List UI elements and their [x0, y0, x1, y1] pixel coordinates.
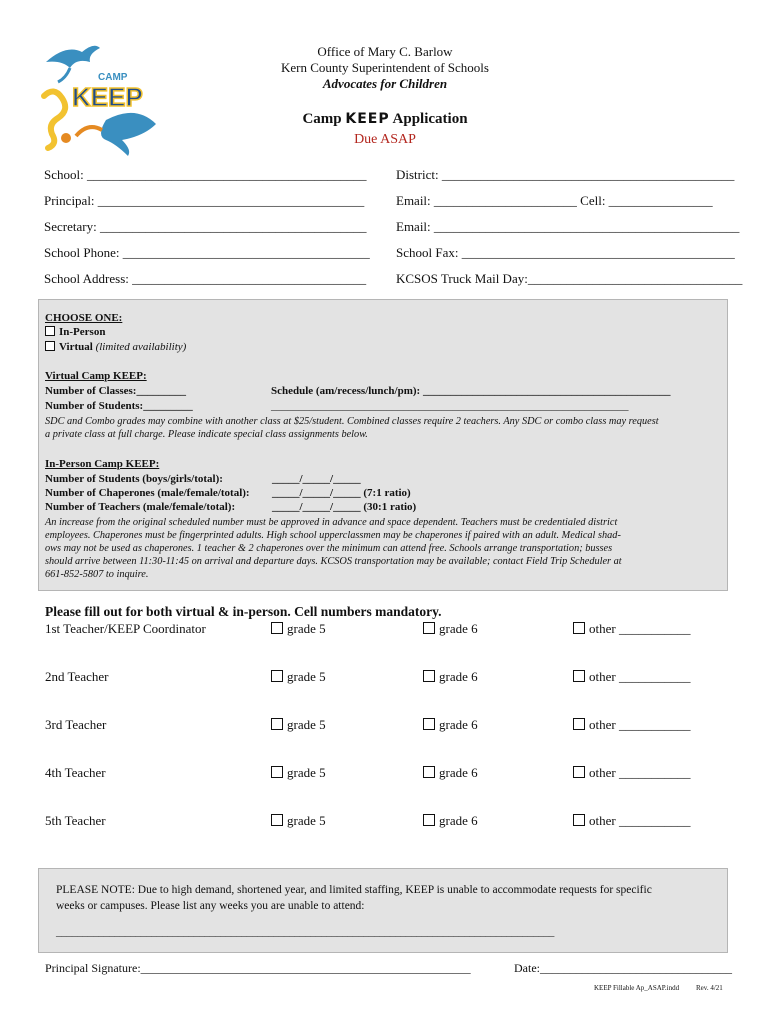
teacher-row-3-other[interactable]: other ___________	[573, 717, 690, 733]
email-cell-field[interactable]: Email: ______________________ Cell: ________________	[396, 193, 713, 208]
footer-revision: Rev. 4/21	[696, 984, 723, 992]
district-field[interactable]: District: _____________________________________________	[396, 167, 735, 182]
checkbox-icon[interactable]	[271, 814, 283, 826]
checkbox-icon[interactable]	[423, 814, 435, 826]
teacher-row-4-grade6[interactable]: grade 6	[423, 765, 478, 781]
virtual-schedule-field[interactable]: Schedule (am/recess/lunch/pm): _____________________________________________	[271, 385, 671, 397]
teacher-row-5-grade6[interactable]: grade 6	[423, 813, 478, 829]
teacher-row-5-grade5[interactable]: grade 5	[271, 813, 326, 829]
teacher-row-5-other[interactable]: other ___________	[573, 813, 690, 829]
teacher-row-1-other[interactable]: other ___________	[573, 621, 690, 637]
logo-keep-text: KEEP	[72, 82, 143, 112]
inperson-students-label: Number of Students (boys/girls/total):	[45, 473, 223, 485]
teacher-row-1-grade6[interactable]: grade 6	[423, 621, 478, 637]
inperson-note-line1: An increase from the original scheduled number must be approved in advance and space dependent. Teachers must be credentialed district	[45, 517, 618, 528]
teacher-row-2-grade6[interactable]: grade 6	[423, 669, 478, 685]
inperson-teachers-field[interactable]: _____/_____/_____ (30:1 ratio)	[272, 501, 417, 513]
secretary-email-field[interactable]: Email: _______________________________________________	[396, 219, 740, 234]
unavailable-weeks-field[interactable]: ______________________________________________________________________________________________	[56, 926, 555, 938]
in-person-checkbox[interactable]	[45, 326, 55, 336]
inperson-note-line5: 661-852-5807 to inquire.	[45, 569, 149, 580]
inperson-students-field[interactable]: _____/_____/_____	[272, 473, 361, 485]
virtual-checkbox[interactable]	[45, 341, 55, 351]
virtual-option[interactable]: Virtual (limited availability)	[45, 340, 186, 354]
virtual-schedule-line2[interactable]: _________________________________________________________________	[271, 400, 629, 412]
inperson-note-line4: should arrive between 11:30-11:45 on arrival and departure days. KCSOS transportation may be available; contact Field Trip Scheduler at	[45, 556, 622, 567]
teacher-row-1-label: 1st Teacher/KEEP Coordinator	[45, 621, 206, 636]
teacher-section-heading: Please fill out for both virtual & in-person. Cell numbers mandatory.	[45, 604, 442, 619]
please-note-line2: weeks or campuses. Please list any weeks you are unable to attend:	[56, 900, 365, 912]
teacher-row-3-grade6[interactable]: grade 6	[423, 717, 478, 733]
teacher-row-2-label: 2nd Teacher	[45, 669, 109, 684]
virtual-note-line2: a private class at full charge. Please indicate special class assignments below.	[45, 429, 368, 440]
inperson-teachers-label: Number of Teachers (male/female/total):	[45, 501, 236, 513]
logo-camp-text: CAMP	[98, 72, 128, 83]
choose-heading: CHOOSE ONE:	[45, 312, 123, 324]
teacher-row-1-grade5[interactable]: grade 5	[271, 621, 326, 637]
school-fax-field[interactable]: School Fax: __________________________________________	[396, 245, 735, 260]
teacher-row-2-grade5[interactable]: grade 5	[271, 669, 326, 685]
in-person-option[interactable]: In-Person	[45, 325, 105, 339]
due-date: Due ASAP	[354, 132, 416, 147]
checkbox-icon[interactable]	[423, 718, 435, 730]
checkbox-icon[interactable]	[573, 766, 585, 778]
checkbox-icon[interactable]	[271, 670, 283, 682]
checkbox-icon[interactable]	[573, 814, 585, 826]
virtual-students-field[interactable]: Number of Students:_________	[45, 400, 193, 412]
checkbox-icon[interactable]	[271, 718, 283, 730]
inperson-note-line3: ows may not be used as chaperones. 1 teacher & 2 chaperones over the minimum can attend free. Schools arrange transportation; busses	[45, 543, 613, 554]
virtual-classes-field[interactable]: Number of Classes:_________	[45, 385, 186, 397]
footer-file-name: KEEP Fillable Ap_ASAP.indd	[594, 984, 680, 992]
checkbox-icon[interactable]	[573, 622, 585, 634]
date-field[interactable]: Date:________________________________	[514, 961, 732, 975]
checkbox-icon[interactable]	[271, 766, 283, 778]
school-phone-field[interactable]: School Phone: ______________________________________	[44, 245, 370, 260]
school-address-field[interactable]: School Address: ____________________________________	[44, 271, 367, 286]
inperson-heading: In-Person Camp KEEP:	[45, 458, 160, 470]
checkbox-icon[interactable]	[573, 718, 585, 730]
teacher-row-2-other[interactable]: other ___________	[573, 669, 690, 685]
inperson-note-line2: employees. Chaperones must be fingerprinted adults. High school upperclassmen may be chaperones if paired with an adult. Medical shad-	[45, 530, 621, 541]
principal-field[interactable]: Principal: _________________________________________	[44, 193, 365, 208]
title-keep-word: KEEP	[345, 111, 390, 127]
truck-mail-day-field[interactable]: KCSOS Truck Mail Day:_________________________________	[396, 271, 743, 286]
teacher-row-3-grade5[interactable]: grade 5	[271, 717, 326, 733]
tagline: Advocates for Children	[322, 76, 448, 91]
county-line: Kern County Superintendent of Schools	[281, 60, 489, 75]
school-field[interactable]: School: ___________________________________________	[44, 167, 367, 182]
checkbox-icon[interactable]	[423, 622, 435, 634]
checkbox-icon[interactable]	[423, 670, 435, 682]
checkbox-icon[interactable]	[271, 622, 283, 634]
teacher-row-4-other[interactable]: other ___________	[573, 765, 690, 781]
checkbox-icon[interactable]	[573, 670, 585, 682]
principal-signature-field[interactable]: Principal Signature:_______________________________________________________	[45, 961, 471, 975]
teacher-row-4-label: 4th Teacher	[45, 765, 106, 780]
inperson-chaperones-label: Number of Chaperones (male/female/total):	[45, 487, 250, 499]
page-title: Camp KEEP Application	[302, 111, 468, 127]
virtual-heading: Virtual Camp KEEP:	[45, 370, 147, 382]
please-note-line1: PLEASE NOTE: Due to high demand, shortened year, and limited staffing, KEEP is unable to accommodate requests for specific	[56, 884, 652, 896]
secretary-field[interactable]: Secretary: _________________________________________	[44, 219, 367, 234]
teacher-row-4-grade5[interactable]: grade 5	[271, 765, 326, 781]
inperson-chaperones-field[interactable]: _____/_____/_____ (7:1 ratio)	[272, 487, 411, 499]
virtual-note-line1: SDC and Combo grades may combine with another class at $25/student. Combined classes require 2 teachers. Any SDC or combo class may request	[45, 416, 659, 427]
checkbox-icon[interactable]	[423, 766, 435, 778]
teacher-row-5-label: 5th Teacher	[45, 813, 106, 828]
office-line: Office of Mary C. Barlow	[317, 44, 453, 59]
teacher-row-3-label: 3rd Teacher	[45, 717, 107, 732]
